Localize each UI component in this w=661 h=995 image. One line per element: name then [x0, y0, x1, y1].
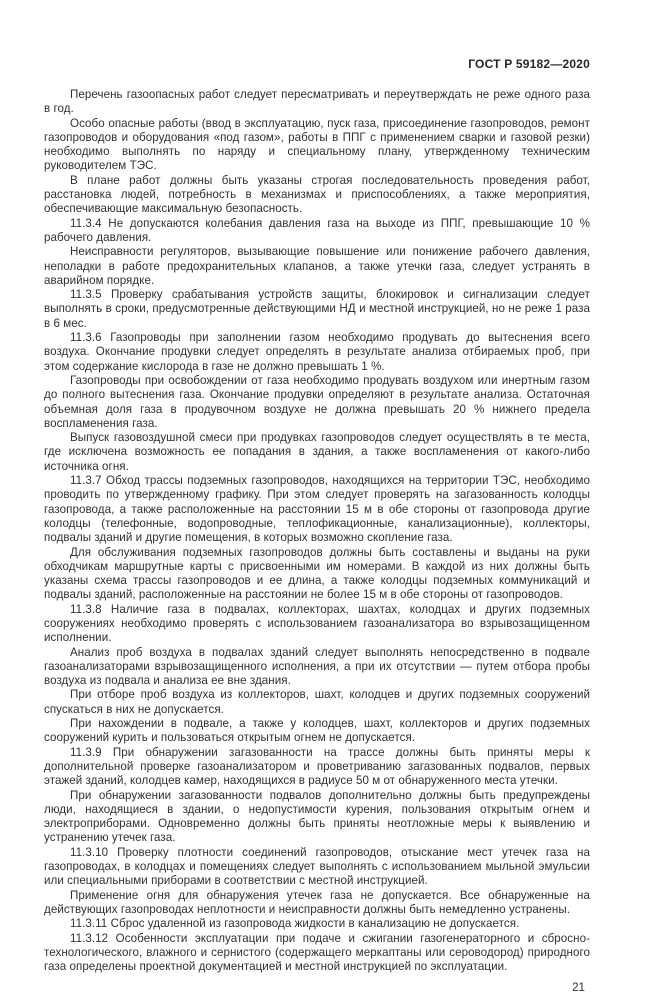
paragraph: 11.3.6 Газопроводы при заполнении газом необходимо продувать до вытеснения всего воздуха. Окончание продувки следует определять в результате анализа отбираемых проб, при этом содержание кислорода в газе не должно превышать 1 %. — [44, 331, 590, 373]
paragraph: Для обслуживания подземных газопроводов должны быть составлены и выданы на руки обходчикам маршрутные карты с присвоенными им номерами. В каждой из них должны быть указаны схема трассы газопроводов и ее длина, а также колодцы подземных коммуникаций и подвалы зданий, расположенные на расстоянии не более 15 м в обе стороны от газопроводов. — [44, 545, 590, 602]
paragraph: Газопроводы при освобождении от газа необходимо продувать воздухом или инертным газом до полного вытеснения газа. Окончание продувки определяют в результате анализа. Остаточная объемная доля газа в продувочном воздухе не должна превышать 20 % нижнего предела воспламенения газа. — [44, 373, 590, 430]
paragraph: 11.3.8 Наличие газа в подвалах, коллекторах, шахтах, колодцах и других подземных сооружениях необходимо проверять с использованием газоанализатора во взрывозащищенном исполнении. — [44, 602, 590, 645]
document-body — [44, 88, 590, 974]
page-number: 21 — [572, 981, 585, 995]
paragraph: Особо опасные работы (ввод в эксплуатацию, пуск газа, присоединение газопроводов, ремонт газопроводов и оборудования «под газом», работы в ППГ с применением сварки и газовой резки) необходимо выполнять по наряду и специальному плану, утвержденному техническим руководителем ТЭС. — [44, 116, 590, 173]
paragraph: 11.3.12 Особенности эксплуатации при подаче и сжигании газогенераторного и сбросно-технологического, влажного и сернистого (содержащего меркаптаны или сероводород) природного газа определены проектной документацией и местной инструкцией по эксплуатации. — [44, 931, 590, 974]
paragraph: 11.3.9 При обнаружении загазованности на трассе должны быть приняты меры к дополнительной проверке газоанализатором и проветриванию загазованных подвалов, первых этажей зданий, колодцев камер, находящихся в радиусе 50 м от обнаруженного места утечки. — [44, 745, 590, 788]
paragraph: При отборе проб воздуха из коллекторов, шахт, колодцев и других подземных сооружений спускаться в них не допускается. — [44, 688, 590, 716]
page-content — [44, 57, 590, 995]
paragraph: 11.3.10 Проверку плотности соединений газопроводов, отыскание мест утечек газа на газопроводах, в колодцах и помещениях следует выполнять с использованием мыльной эмульсии или специальными приборами в соответствии с местной инструкцией. — [44, 845, 590, 888]
paragraph: Выпуск газовоздушной смеси при продувках газопроводов следует осуществлять в те места, где исключена возможность ее попадания в здания, а также воспламенения от какого-либо источника огня. — [44, 431, 590, 473]
document-header-standard-number: ГОСТ Р 59182—2020 — [468, 57, 590, 71]
paragraph: Применение огня для обнаружения утечек газа не допускается. Все обнаруженные на действующих газопроводах неплотности и неисправности должны быть немедленно устранены. — [44, 888, 590, 916]
paragraph: При обнаружении загазованности подвалов дополнительно должны быть предупреждены люди, находящиеся в здании, о недопустимости курения, пользования открытым огнем и электроприборами. Одновременно должны быть приняты неотложные меры к выявлению и устранению утечек газа. — [44, 788, 590, 845]
paragraph: Анализ проб воздуха в подвалах зданий следует выполнять непосредственно в подвале газоанализаторами взрывозащищенного исполнения, а при их отсутствии — путем отбора пробы воздуха из подвала и анализа ее вне здания. — [44, 645, 590, 688]
paragraph: 11.3.5 Проверку срабатывания устройств защиты, блокировок и сигнализации следует выполнять в сроки, предусмотренные действующими НД и местной инструкцией, но не реже 1 раза в 6 мес. — [44, 288, 590, 330]
paragraph: Неисправности регуляторов, вызывающие повышение или понижение рабочего давления, неполадки в работе предохранительных клапанов, а также утечки газа, следует устранять в аварийном порядке. — [44, 245, 590, 287]
paragraph: 11.3.4 Не допускаются колебания давления газа на выходе из ППГ, превышающие 10 % рабочего давления. — [44, 216, 590, 244]
paragraph: 11.3.11 Сброс удаленной из газопровода жидкости в канализацию не допускается. — [70, 917, 520, 931]
paragraph: При нахождении в подвале, а также у колодцев, шахт, коллекторов и других подземных сооружений курить и пользоваться открытым огнем не допускается. — [44, 717, 590, 745]
paragraph: В плане работ должны быть указаны строгая последовательность проведения работ, расстановка людей, потребность в механизмах и приспособлениях, а также мероприятия, обеспечивающие максимальную безопасность. — [44, 173, 590, 216]
paragraph: Перечень газоопасных работ следует пересматривать и переутверждать не реже одного раза в год. — [44, 88, 590, 116]
paragraph: 11.3.7 Обход трассы подземных газопроводов, находящихся на территории ТЭС, необходимо проводить по утвержденному графику. При этом следует проверять на загазованность колодцы газопровода, а также расположенные на расстоянии 15 м в обе стороны от газопровода другие колодцы (телефонные, водопроводные, теплофикационные, канализационные), коллекторы, подвалы зданий и другие помещения, в которых возможно скопление газа. — [44, 474, 590, 545]
